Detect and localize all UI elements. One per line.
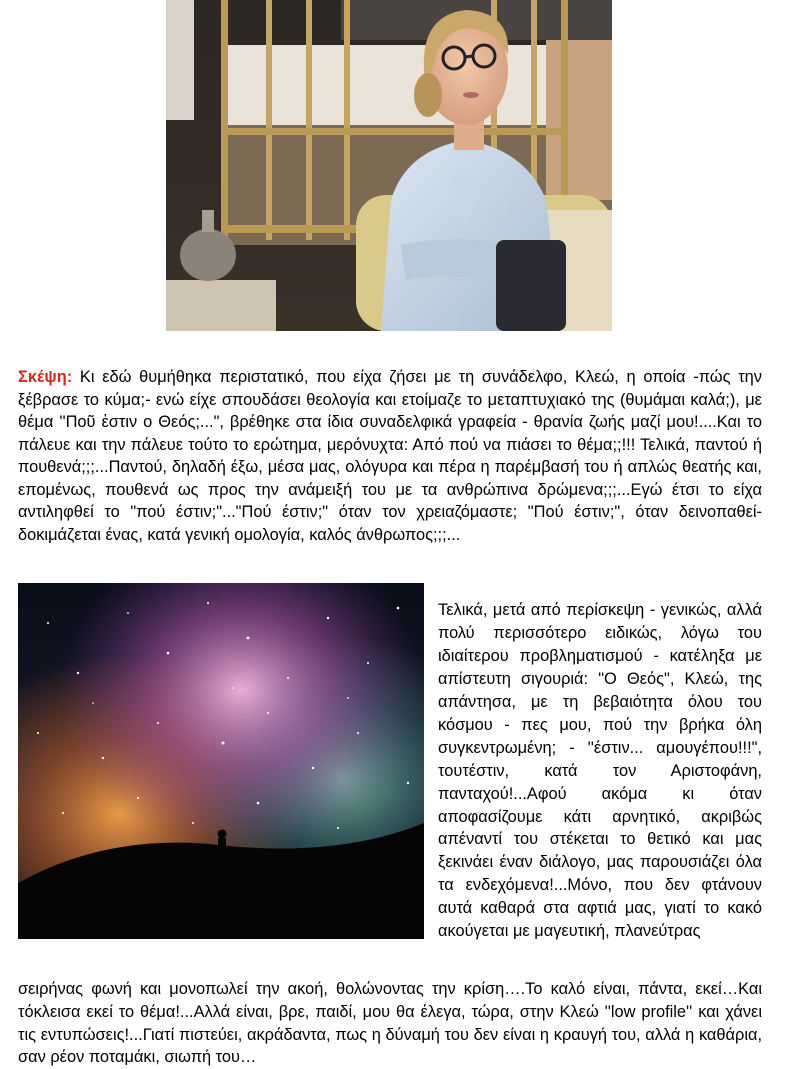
- lead-label: Σκέψη:: [18, 368, 73, 387]
- closing-paragraph: σειρήνας φωνή και μονοπωλεί την ακοή, θολώνοντας την κρίση….Το καλό είναι, πάντα, εκεί…Και τόκλεισα εκεί το θέμα!...Αλλά είναι, βρε, παιδί, μου θα έλεγα, τώρα, στην Κλεώ ''low profile'' και χάνει τις εντυπώσεις!...Γιατί πιστεύει, ακράδαντα, πως η δύναμή του δεν είναι η κραυγή του, αλλά η καθάρια, σαν ρέον ποταμάκι, σιωπή του…: [18, 980, 762, 1067]
- intro-paragraph: [18, 366, 762, 546]
- intro-text: Κι εδώ θυμήθηκα περιστατικό, που είχα ζήσει με τη συνάδελφο, Κλεώ, η οποία -πώς την ξέβρασε το κύμα;- ενώ είχε σπουδάσει θεολογία και ετοίμαζε το μεταπτυχιακό της (θυμάμαι καλά;), με θέμα ''Ποῦ ἐστιν ο Θεός;...", βρέθηκε στα ίδια συναδελφικά γραφεία - θρανία ζωής μαζί μου!....Και το πάλευε και την πάλευε τούτο το ερώτημα, μερόνυχτα: Από πού να πιάσει το θέμα;;!!! Τελικά, παντού ή πουθενά;;;...Παντού, δηλαδή έξω, μέσα μας, ολόγυρα και πέρα η παρέμβασή του ή απλώς θεατής και, επομένως, πουθενά ως προς την ανάμειξή του με τα ανθρώπινα δρώμενα;;;...Εγώ έτσι το είχα αντιληφθεί το "πού έστιν;"..."Πού έστιν;" όταν τον χρειαζόμαστε; "Πού έστιν;", όταν δεινοπαθεί-δοκιμάζεται ένας, κατά γενική ομολογία, καλός άνθρωπος;;;...: [18, 368, 762, 544]
- theatre-photo: [166, 0, 612, 331]
- conclusion-paragraph: Τελικά, μετά από περίσκεψη - γενικώς, αλλά πολύ περισσότερο ειδικώς, λόγω του ιδιαίτερου προβληματισμού - κατέληξα με απίστευτη σιγουριά: "Ο Θεός", Κλεώ, της απάντησα, με τη βεβαιότητα όλου του κόσμου - πες μου, πού την βρήκα όλη συγκεντρωμένη; - ''έστιν... αμουγέπου!!!", τουτέστιν, κατά τον Αριστοφάνη, πανταχού!...Αφού ακόμα κι όταν αποφασίζουμε κάτι αρνητικό, ακριβώς απέναντί του στέκεται το θετικό και μας ξεκινάει έναν διάλογο, μας παρουσιάζει όλα τα ενδεχόμενα!...Μόνο, που δεν φτάνουν αυτά καθαρά στα αφτιά μας, γιατί το κακό ακούγεται με μαγευτική, πλανεύτρας: [438, 601, 762, 941]
- milky-way-photo: [18, 583, 424, 939]
